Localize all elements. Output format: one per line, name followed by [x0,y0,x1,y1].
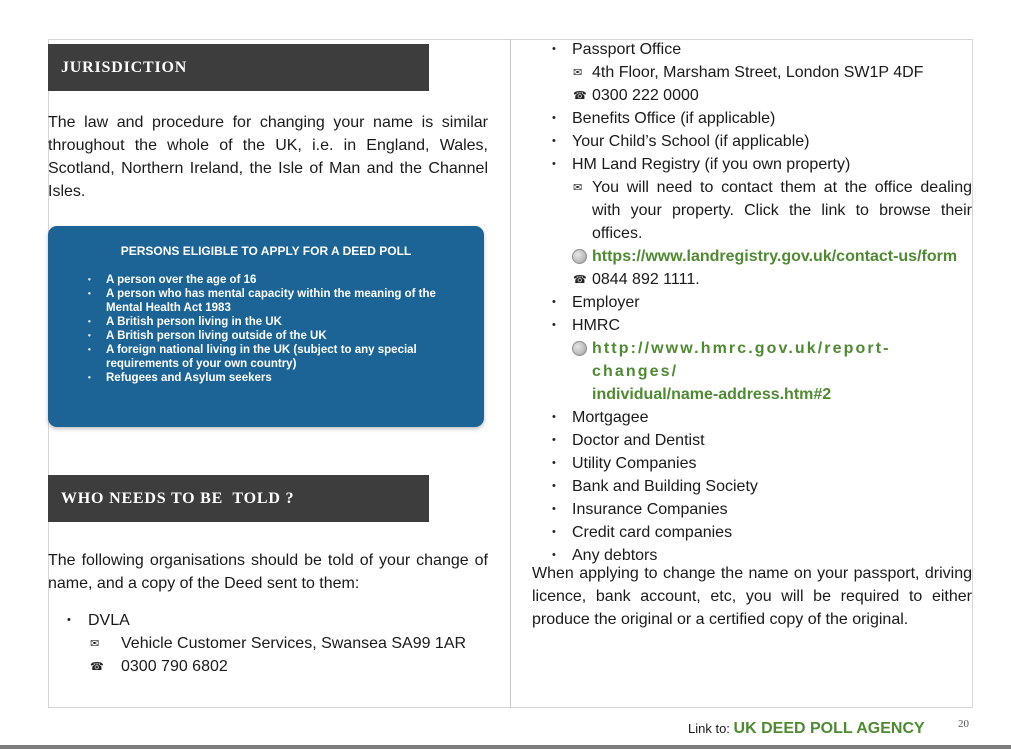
phone-text: 0844 892 1111. [592,271,700,288]
dvla-phone-row [48,655,488,678]
bullet: • [552,457,556,469]
organisation-name: Utility Companies [572,455,697,472]
paragraph-line: The law and procedure for changing your name is similar [48,114,488,131]
dvla-entry [48,609,488,678]
hmrc-link[interactable]: http://www.hmrc.gov.uk/report-changes/ [592,340,891,380]
bullet: • [552,112,556,124]
page-number: 20 [958,718,969,730]
list-item [532,406,972,429]
phone-text: 0300 222 0000 [592,87,699,104]
list-item [532,153,972,176]
bullet: • [67,614,71,626]
paragraph-line: name, and a copy of the Deed sent to them: [48,575,360,592]
list-item: • A foreign national living in the UK (subject to any special requirements of your own country) [88,343,468,371]
phone-icon: ☎ [90,661,104,673]
organisation-name: Doctor and Dentist [572,432,705,449]
list-item [532,498,972,521]
jurisdiction-heading: JURISDICTION [48,44,429,91]
globe-icon [572,341,587,356]
land-registry-link[interactable]: https://www.landregistry.gov.uk/contact-us/form [592,248,958,265]
address-text: Vehicle Customer Services, Swansea SA99 1AR [121,635,467,652]
agency-link[interactable]: UK DEED POLL AGENCY [733,720,925,737]
paragraph-line: Scotland, Northern Ireland, the Isle of Man and the Channel [48,160,488,177]
note-line: offices. [592,225,643,242]
organisation-name: Any debtors [572,547,658,564]
note-line: with your property. Click the link to browse their [592,202,972,219]
paragraph-line: licence, bank account, etc, you will be required to either [532,588,972,605]
organisation-name: Insurance Companies [572,501,728,518]
organisations-list [532,38,972,567]
list-item: • Refugees and Asylum seekers [88,371,468,385]
passport-phone-row [532,84,972,107]
list-item [532,130,972,153]
footer-link[interactable] [688,720,925,738]
envelope-icon: ✉ [90,638,100,650]
passport-address-row [532,61,972,84]
paragraph-line: When applying to change the name on your passport, driving [532,565,972,582]
eligibility-title: PERSONS ELIGIBLE TO APPLY FOR A DEED POLL [120,244,412,258]
list-item: • A person over the age of 16 [88,273,468,287]
organisation-name: HMRC [572,317,620,334]
list-item: • A person who has mental capacity within the meaning of the Mental Health Act 1983 [88,287,468,315]
paragraph-line: The following organisations should be told of your change of [48,552,488,569]
list-item: • A British person living in the UK [88,315,468,329]
footer-link-prefix: Link to: [688,721,730,736]
organisation-name: Your Child’s School (if applicable) [572,133,810,150]
list-item [532,38,972,61]
globe-icon [572,249,587,264]
closing-paragraph [532,562,972,631]
bullet: • [552,434,556,446]
address-text: 4th Floor, Marsham Street, London SW1P 4DF [592,64,924,81]
bullet: • [552,43,556,55]
list-item [532,475,972,498]
column-divider [510,39,511,708]
organisation-name: Credit card companies [572,524,733,541]
hmrc-link-row-2 [532,383,972,406]
list-item [532,291,972,314]
phone-icon: ☎ [573,274,587,286]
bullet: • [552,135,556,147]
organisation-name: Passport Office [572,41,682,58]
organisation-name: Benefits Office (if applicable) [572,110,776,127]
land-registry-phone-row [532,268,972,291]
organisation-name: Employer [572,294,640,311]
hmrc-link-row [532,337,972,383]
organisation-name: Bank and Building Society [572,478,758,495]
envelope-icon: ✉ [573,182,583,194]
bullet: • [552,526,556,538]
eligibility-list [88,273,468,385]
land-registry-link-row [532,245,972,268]
list-item [532,314,972,337]
list-item [532,452,972,475]
who-needs-told-paragraph [48,549,488,595]
who-needs-told-heading: WHO NEEDS TO BE TOLD ? [48,475,429,522]
bullet: • [552,480,556,492]
paragraph-line: throughout the whole of the UK, i.e. in England, Wales, [48,137,488,154]
bullet: • [552,319,556,331]
phone-text: 0300 790 6802 [121,658,228,675]
list-item [532,107,972,130]
hmrc-link-continued[interactable]: individual/name-address.htm#2 [592,386,832,403]
organisation-name: HM Land Registry (if you own property) [572,156,851,173]
land-registry-note [532,176,972,245]
organisation-name: DVLA [88,612,130,629]
jurisdiction-paragraph [48,111,488,203]
note-line: You will need to contact them at the office dealing [592,179,972,196]
list-item [532,429,972,452]
paragraph-line: Isles. [48,183,86,200]
eligibility-box [48,226,484,427]
bottom-rule [0,745,1011,749]
bullet: • [552,158,556,170]
envelope-icon: ✉ [573,67,583,79]
bullet: • [552,549,556,561]
phone-icon: ☎ [573,90,587,102]
list-item: • A British person living outside of the UK [88,329,468,343]
list-item [532,521,972,544]
list-item [48,609,488,632]
bullet: • [552,503,556,515]
bullet: • [552,296,556,308]
bullet: • [552,411,556,423]
organisation-name: Mortgagee [572,409,649,426]
dvla-address-row [48,632,488,655]
paragraph-line: produce the original or a certified copy of the original. [532,611,909,628]
